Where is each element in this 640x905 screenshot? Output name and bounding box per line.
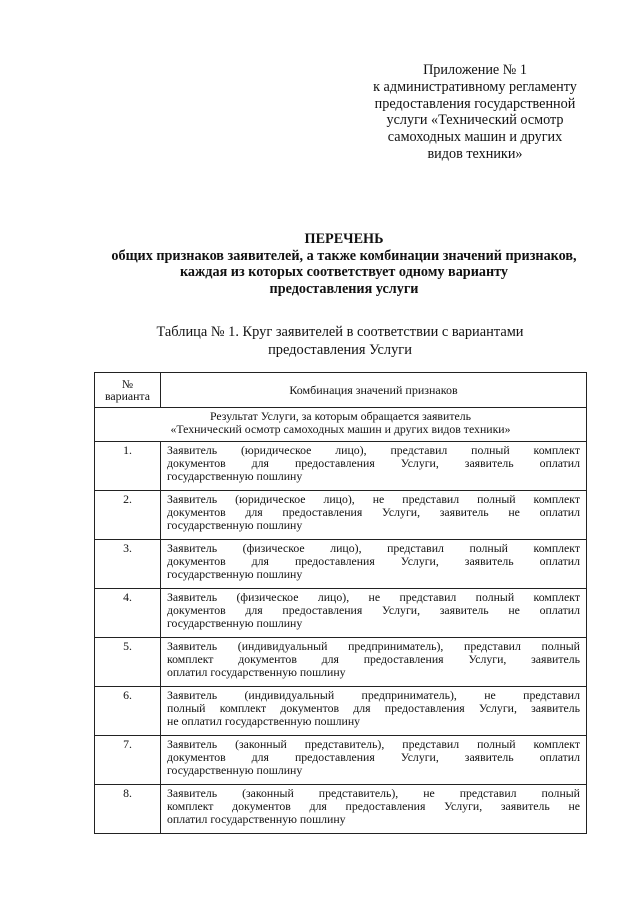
row-description: [161, 442, 587, 491]
description-line: документов для предоставления Услуги, заявитель оплатил: [167, 554, 580, 569]
description-line: Заявитель (законный представитель), представил полный комплект: [167, 737, 580, 751]
description-line: документов для предоставления Услуги, заявитель оплатил: [167, 456, 580, 471]
row-variant-number: 8.: [95, 785, 161, 834]
description-line: Заявитель (физическое лицо), представил полный комплект: [167, 541, 580, 555]
description-line: документов для предоставления Услуги, заявитель не оплатил: [167, 505, 580, 520]
annex-header: [340, 62, 610, 163]
title-line: ПЕРЕЧЕНЬ: [304, 231, 384, 247]
annex-line: видов техники»: [427, 145, 523, 162]
row-variant-number: 1.: [95, 442, 161, 491]
table-row: [95, 736, 587, 785]
description-line: государственную пошлину: [167, 763, 303, 778]
description-line: документов для предоставления Услуги, заявитель оплатил: [167, 750, 580, 765]
row-variant-number: 6.: [95, 687, 161, 736]
row-variant-number: 7.: [95, 736, 161, 785]
description-line: оплатил государственную пошлину: [167, 812, 346, 827]
description-line: государственную пошлину: [167, 469, 303, 484]
caption-line: Таблица № 1. Круг заявителей в соответствии с вариантами: [156, 324, 524, 340]
result-line: Результат Услуги, за которым обращается заявитель: [210, 409, 471, 423]
table-row: [95, 540, 587, 589]
annex-line: к административному регламенту: [373, 78, 577, 95]
header-combination: Комбинация значений признаков: [161, 373, 587, 408]
description-line: государственную пошлину: [167, 567, 303, 582]
header-num-label: варианта: [105, 389, 150, 403]
description-line: полный комплект документов для предоставления Услуги, заявитель: [167, 701, 580, 716]
row-variant-number: 3.: [95, 540, 161, 589]
row-variant-number: 5.: [95, 638, 161, 687]
row-variant-number: 4.: [95, 589, 161, 638]
description-line: государственную пошлину: [167, 616, 303, 631]
result-cell: [95, 408, 587, 442]
row-description: [161, 785, 587, 834]
caption-line: предоставления Услуги: [268, 341, 412, 358]
description-line: комплект документов для предоставления Услуги, заявитель не: [167, 799, 580, 814]
row-description: [161, 736, 587, 785]
table-row: [95, 589, 587, 638]
annex-line: услуги «Технический осмотр: [386, 112, 564, 129]
description-line: документов для предоставления Услуги, заявитель не оплатил: [167, 603, 580, 618]
row-description: [161, 491, 587, 540]
description-line: государственную пошлину: [167, 518, 303, 533]
description-line: Заявитель (физическое лицо), не представил полный комплект: [167, 590, 580, 604]
description-line: комплект документов для предоставления Услуги, заявитель: [167, 652, 580, 667]
row-description: [161, 589, 587, 638]
description-line: Заявитель (законный представитель), не представил полный: [167, 786, 580, 800]
description-line: оплатил государственную пошлину: [167, 665, 346, 680]
header-num-symbol: №: [121, 377, 134, 391]
description-line: Заявитель (юридическое лицо), не представил полный комплект: [167, 492, 580, 506]
description-line: Заявитель (индивидуальный предприниматель), представил полный: [167, 639, 580, 653]
description-line: Заявитель (индивидуальный предприниматель), не представил: [167, 688, 580, 702]
annex-line: предоставления государственной: [374, 95, 576, 112]
table-header-row: [95, 373, 587, 408]
table-result-row: [95, 408, 587, 442]
header-variant-number: [95, 373, 161, 408]
applicants-table: [94, 372, 587, 834]
table-caption: [60, 324, 620, 359]
row-description: [161, 540, 587, 589]
title-line: общих признаков заявителей, а также комбинации значений признаков,: [111, 247, 577, 264]
title-line: предоставления услуги: [269, 280, 419, 297]
result-line: «Технический осмотр самоходных машин и других видов техники»: [170, 422, 511, 436]
description-line: не оплатил государственную пошлину: [167, 714, 361, 729]
row-variant-number: 2.: [95, 491, 161, 540]
row-description: [161, 638, 587, 687]
document-title: [40, 231, 640, 297]
title-line: каждая из которых соответствует одному варианту: [179, 264, 509, 281]
table-body: [95, 442, 587, 834]
table-row: [95, 491, 587, 540]
description-line: Заявитель (юридическое лицо), представил полный комплект: [167, 443, 580, 457]
table-row: [95, 442, 587, 491]
table-row: [95, 785, 587, 834]
annex-line: самоходных машин и других: [387, 129, 563, 146]
table-row: [95, 638, 587, 687]
table-row: [95, 687, 587, 736]
annex-line: Приложение № 1: [423, 62, 527, 78]
row-description: [161, 687, 587, 736]
